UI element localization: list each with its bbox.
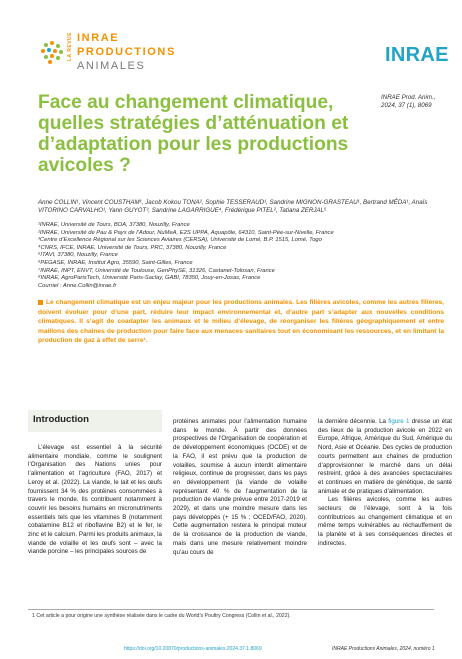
body-paragraph: L’élevage est essentiel à la sécurité alimentaire mondiale, comme le soulignent l’Organisation des Nations unies pour l’alimentation et l’agriculture (FAO, 2017) et Leroy et al. (2022). La viande, le lait et les œufs fournissent 34 % des protéines consommées à travers le monde. Ils contribuent notamment à couvrir les besoins humains en micronutriments essentiels tels que les vitamines B (notamment cobalamine B12 et riboflavine B2) et le fer, le zinc et le calcium. Parmi les produits animaux, la viande de volaille et les œufs sont – avec la viande porcine – les principales sources de xyxy=(28,444,162,556)
affiliation-item: ⁴CNRS, IFCE, INRAE, Université de Tours, PRC, 37380, Nouzilly, France xyxy=(38,244,227,251)
body-column-3 xyxy=(318,418,452,549)
seal-icon xyxy=(37,38,65,66)
footer-journal: INRAE Productions Animales, 2024, numéro 1 xyxy=(332,646,435,652)
abstract-text: Le changement climatique est un enjeu majeur pour les productions animales. Les filières avicoles, comme les autres filières, doivent évoluer pour d’une part, réduire leur impact environnemental et, d’autre part s’adapter aux nouvelles conditions climatiques. Il s’agit de coadapter les animaux et le milieu d’élevage, de réorganiser les filières géographiquement et entre maillons des chaînes de production pour faire face aux menaces sanitaires tout en économisant les ressources, et en limitant la production de gaz à effet de serre¹. xyxy=(38,299,444,345)
section-heading: Introduction xyxy=(33,414,89,425)
affiliation-item: ³Centre d’Excellence Régional sur les Sciences Aviaires (CERSA), Université de Lomé, B.P. 1515, Lomé, Togo xyxy=(38,237,322,244)
logo-line2: PRODUCTIONS xyxy=(77,46,176,58)
citation-line2: 2024, 37 (1), 8069 xyxy=(381,102,432,109)
affiliation-item: ⁸INRAE, AgroParisTech, Université Paris-Saclay, GABI, 78350, Jouy-en-Josas, France xyxy=(38,275,261,282)
contact-email[interactable]: Courriel : Anne.Collin@inrae.fr xyxy=(38,282,117,289)
logo-line1: INRAE xyxy=(77,32,120,44)
affiliation-item: ⁵ITAVI, 37380, Nouzilly, France xyxy=(38,252,118,259)
footnote-divider xyxy=(28,609,434,610)
body-paragraph: protéines animales pour l’alimentation humaine dans le monde. À partir des données prospectives de l’Organisation de coopération et de développement économiques (OCDE) et de la FAO, il est prévu que la production de volailles, soumise à aucun interdit alimentaire religieux, continue de progresser, dans les pays en développement (la viande de volaille représentant 40 % de l’augmentation de la production de viande prévue entre 2017-2019 et 2029), et dans une moindre mesure dans les pays développés (+ 15 % ; OCED/FAO, 2020). Cette augmentation restera le principal moteur de la croissance de la production de viande, mais dans une mesure relativement moindre qu’au cours de xyxy=(173,418,307,556)
body-paragraph: Les filières avicoles, comme les autres secteurs de l’élevage, sont à la fois contributrices au changement climatique et en même temps vulnérables au réchauffement de la planète et à ses conséquences directes et indirectes. xyxy=(318,496,452,547)
affiliation-item: ⁶PEGASE, INRAE, Institut Agro, 35590, Saint-Gilles, France xyxy=(38,259,193,266)
body-paragraph xyxy=(318,418,452,496)
doi-link[interactable]: https://doi.org/10.20870/productions-animales.2024.37.1.8069 xyxy=(124,646,262,652)
affiliation-list xyxy=(38,222,453,290)
abstract xyxy=(38,298,444,346)
article-title: Face au changement climatique, quelles stratégies d’atténuation et d’adaptation pour les productions avicoles ? xyxy=(38,92,349,176)
author-list: Anne COLLIN¹, Vincent COUSTHAM¹, Jacob Kokou TONA², Sophie TESSERAUD¹, Sandrine MIGNON-GRASTEAU¹, Bertrand MÉDA¹, Anaïs VITORINO CARVALHO¹, Yann GUYOT³, Sandrine LAGARRIGUE⁴, Frédérique PITEL², Tatiana ZERJAL⁵ xyxy=(38,199,428,214)
paragraph-text: dresse un état des lieux de la production avicole en 2022 en Europe, Afrique, Amérique du Sud, Amérique du Nord, Asie et Océanie. Des cycles de production courts permettent aux chaînes de production d’approvisionner le marché dans un délai restreint, grâce à des avancées spectaculaires et continues en matière de génétique, de santé animale et de pratiques d’alimentation. xyxy=(318,418,452,495)
affiliation-item: ²INRAE, Université de Pau & Pays de l’Adour, NuMeA, E2S UPPA, Aquapôle, 64310, Saint-Pée-sur-Nivelle, France xyxy=(38,229,334,236)
body-column-2 xyxy=(173,418,307,557)
body-column-1 xyxy=(28,444,162,557)
bullet-square-icon xyxy=(38,300,43,305)
logo-line3: ANIMALES xyxy=(77,60,146,72)
citation-line1: INRAE Prod. Anim., xyxy=(381,94,436,101)
inrae-logo: INRAE xyxy=(385,44,449,66)
journal-logo xyxy=(37,30,187,78)
affiliation-item: ⁷INRAE, INPT, ENVT, Université de Toulouse, GenPhySE, 31326, Castanet-Tolosan, France xyxy=(38,267,275,274)
paragraph-text: la dernière décennie. La xyxy=(318,418,389,425)
affiliation-item: ¹INRAE, Université de Tours, BOA, 37380, Nouzilly, France xyxy=(38,222,190,228)
figure-link[interactable]: figure 1 xyxy=(388,418,410,425)
logo-side-text: LA REVUE xyxy=(67,32,73,62)
citation xyxy=(381,94,461,110)
footnote: 1 Cet article a pour origine une synthèse réalisée dans le cadre du World’s Poultry Congress (Collin et al., 2022). xyxy=(32,613,291,619)
